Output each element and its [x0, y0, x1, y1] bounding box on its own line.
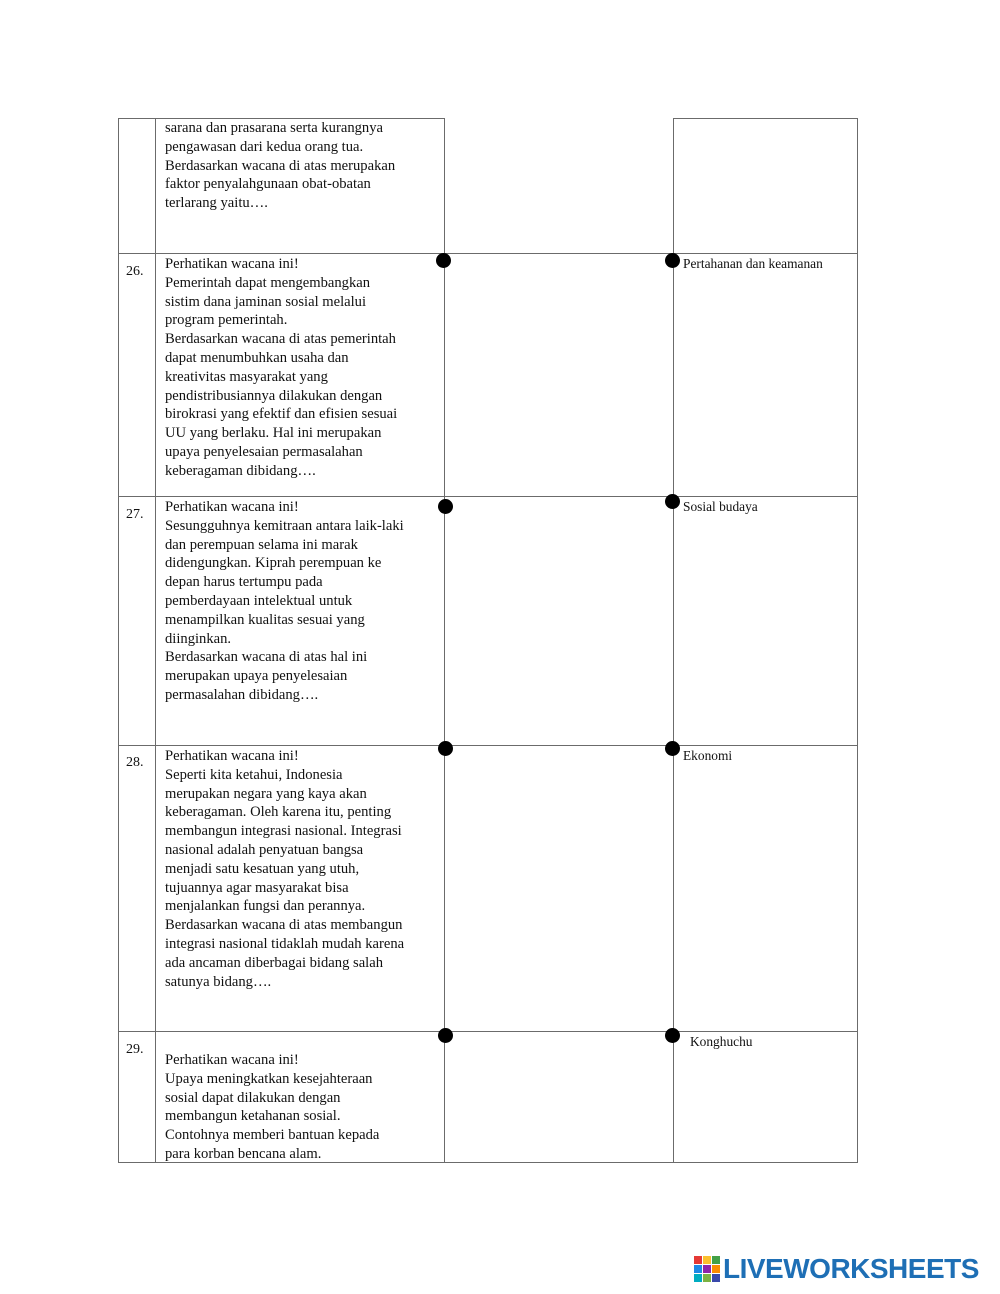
question-text: Perhatikan wacana ini! Seperti kita ketahui, Indonesia merupakan negara yang kaya akan keberagaman. Oleh karena itu, penting membangun integrasi nasional. Integrasi nasional adalah penyatuan bangsa menjadi satu kesatuan yang utuh, tujuannya agar masyarakat bisa menjalankan fungsi dan perannya. Berdasarkan wacana di atas membangun integrasi nasional tidaklah mudah karena ada ancaman diberbagai bidang salah satunya bidang….: [165, 748, 405, 990]
liveworksheets-logo: [694, 1254, 979, 1284]
answer-match-dot[interactable]: [665, 1028, 680, 1043]
question-text: Perhatikan wacana ini! Pemerintah dapat mengembangkan sistim dana jaminan sosial melalui program pemerintah. Berdasarkan wacana di atas pemerintah dapat menumbuhkan usaha dan kreativitas masyarakat yang pendistribusiannya dilakukan dengan birokrasi yang efektif dan efisien sesuai UU yang berlaku. Hal ini merupakan upaya penyelesaian permasalahan keberagaman dibidang….: [165, 256, 398, 479]
answer-match-dot[interactable]: [665, 741, 680, 756]
row-divider: [118, 496, 858, 497]
question-number: 26.: [126, 264, 144, 279]
row-divider: [118, 253, 858, 254]
question-match-dot[interactable]: [438, 499, 453, 514]
table-right-border: [857, 118, 858, 1163]
row-divider: [118, 745, 858, 746]
logo-square: [703, 1274, 711, 1282]
question-text: sarana dan prasarana serta kurangnya pengawasan dari kedua orang tua. Berdasarkan wacana di atas merupakan faktor penyalahgunaan obat-obatan terlarang yaitu….: [165, 120, 396, 212]
answer-column-divider: [673, 118, 674, 1163]
logo-square: [694, 1265, 702, 1273]
logo-icon: [694, 1256, 720, 1282]
question-match-dot[interactable]: [438, 1028, 453, 1043]
number-column-divider: [155, 118, 156, 1163]
logo-text: LIVEWORKSHEETS: [723, 1253, 979, 1284]
answer-option: Konghuchu: [690, 1034, 753, 1049]
logo-square: [712, 1256, 720, 1264]
question-match-dot[interactable]: [438, 741, 453, 756]
question-number: 27.: [126, 507, 144, 522]
logo-square: [694, 1256, 702, 1264]
answer-match-dot[interactable]: [665, 494, 680, 509]
question-number: 29.: [126, 1042, 144, 1057]
table-left-border: [118, 118, 119, 1163]
logo-square: [703, 1256, 711, 1264]
logo-square: [712, 1274, 720, 1282]
question-number: 28.: [126, 755, 144, 770]
logo-square: [694, 1274, 702, 1282]
question-match-dot[interactable]: [436, 253, 451, 268]
answer-option: Pertahanan dan keamanan: [683, 256, 823, 271]
logo-square: [712, 1265, 720, 1273]
logo-square: [703, 1265, 711, 1273]
answer-option: Sosial budaya: [683, 499, 758, 514]
answer-option: Ekonomi: [683, 748, 733, 763]
question-column-divider: [444, 118, 445, 1163]
question-text: Perhatikan wacana ini! Sesungguhnya kemitraan antara laik-laki dan perempuan selama ini marak didengungkan. Kiprah perempuan ke depan harus tertumpu pada pemberdayaan intelektual untuk menampilkan kualitas sesuai yang diinginkan. Berdasarkan wacana di atas hal ini merupakan upaya penyelesaian permasalahan dibidang….: [165, 499, 404, 703]
row-divider: [118, 1031, 858, 1032]
table-top-border-right: [673, 118, 858, 119]
answer-match-dot[interactable]: [665, 253, 680, 268]
question-text: Perhatikan wacana ini! Upaya meningkatkan kesejahteraan sosial dapat dilakukan dengan membangun ketahanan sosial. Contohnya memberi bantuan kepada para korban bencana alam.: [165, 1052, 380, 1162]
